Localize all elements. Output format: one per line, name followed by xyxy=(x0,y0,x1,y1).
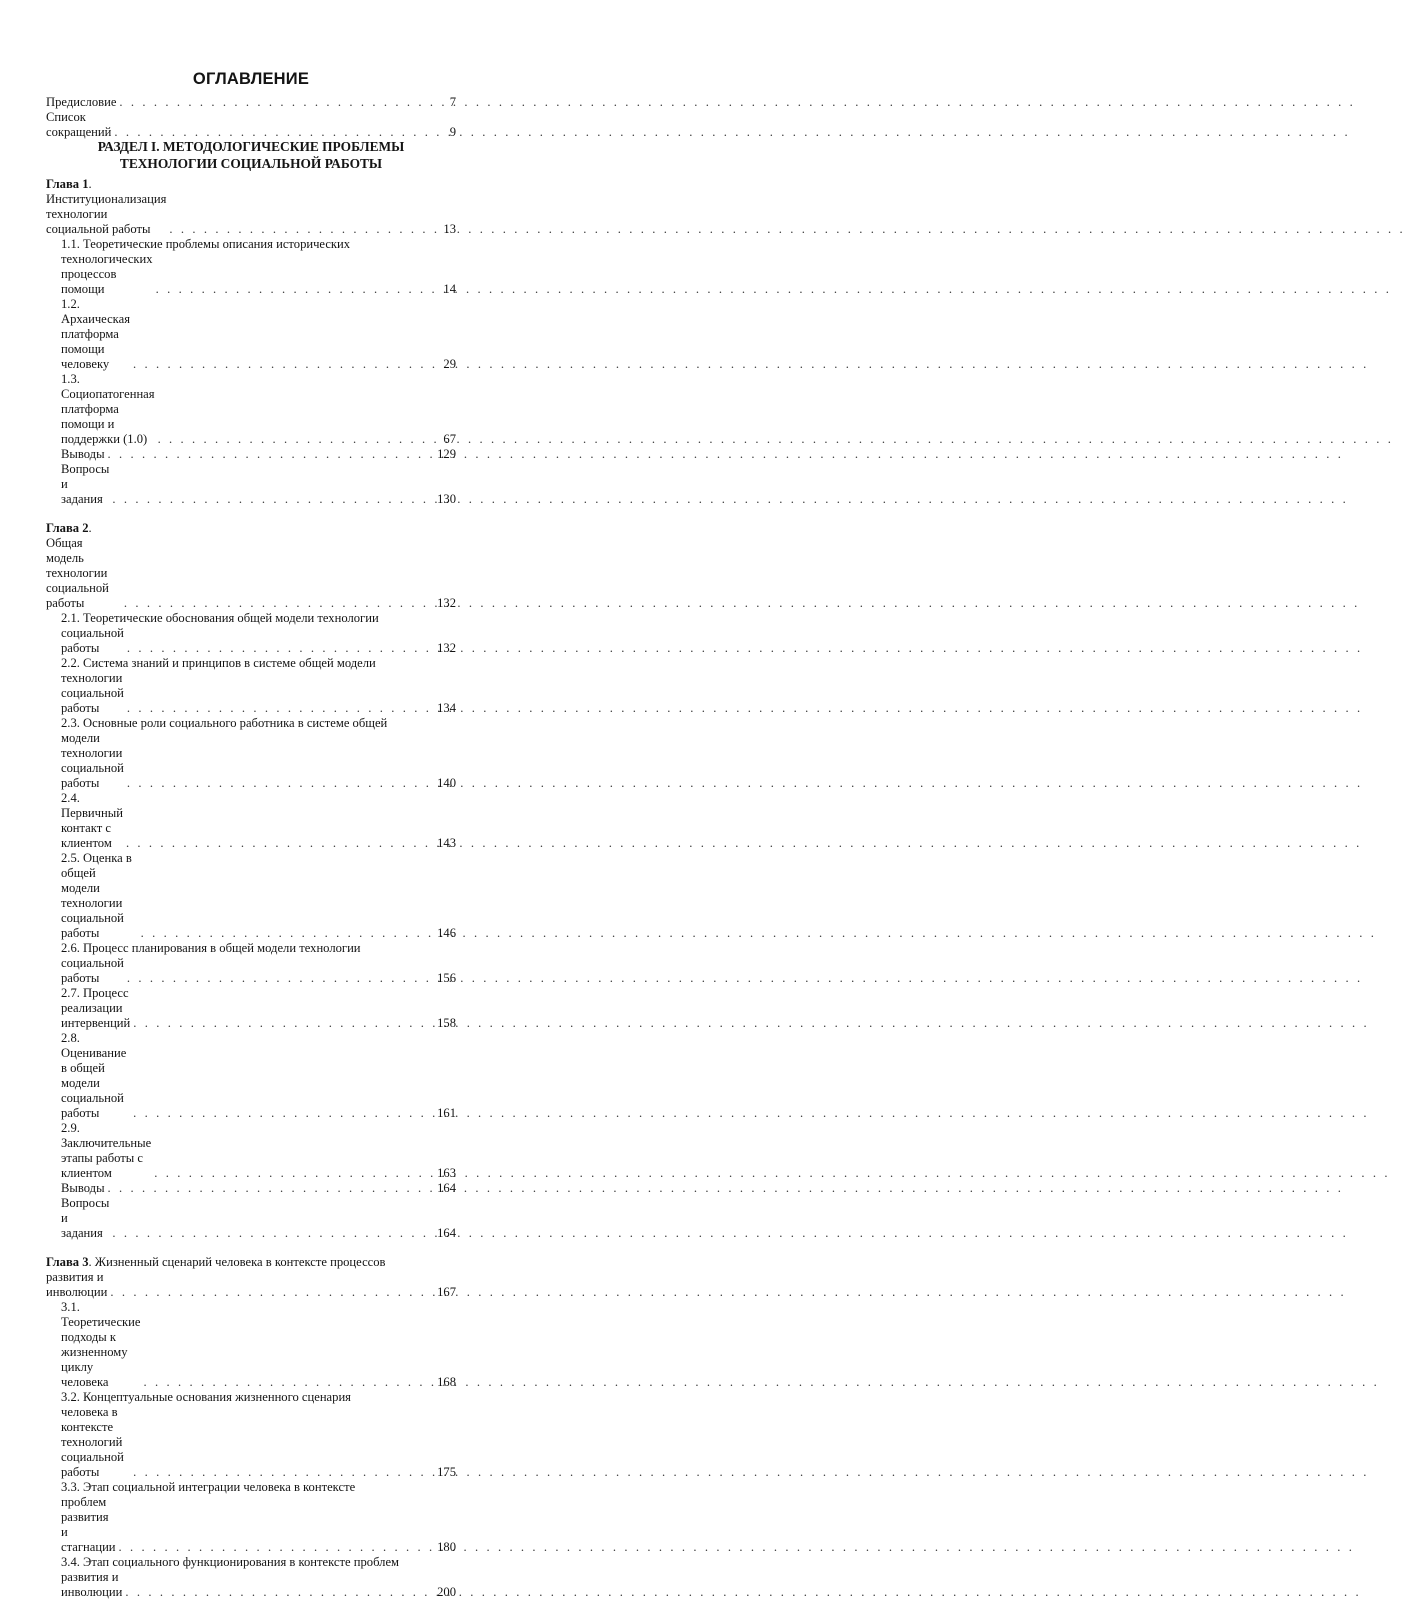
toc-entry-text: 3.1. Теоретические подходы к жизненному циклу человека xyxy=(61,1300,141,1389)
toc-entry-row xyxy=(61,372,456,447)
leader-dots xyxy=(112,1226,434,1241)
leader-dots xyxy=(125,1585,434,1600)
toc-entry-row xyxy=(61,462,456,507)
toc-entry-row xyxy=(46,177,456,237)
toc-page-number: 164 xyxy=(437,1226,456,1240)
toc-entry-subsection[interactable] xyxy=(46,237,456,297)
toc-entry-subsection[interactable] xyxy=(46,1031,456,1121)
leader-dots xyxy=(126,836,434,851)
toc-entry-subsection[interactable] xyxy=(46,611,456,656)
toc-page-number: 140 xyxy=(437,776,456,790)
toc-entry-row xyxy=(61,1031,456,1121)
front-matter xyxy=(46,95,456,140)
leader-dots xyxy=(119,1540,435,1555)
toc-entry-text-line: 2.2. Система знаний и принципов в системе общей модели xyxy=(61,656,376,670)
toc-entry-text: 1.3. Социопатогенная платформа помощи и поддержки (1.0) xyxy=(61,372,155,446)
toc-entry-text: 1.2. Архаическая платформа помощи человеку xyxy=(61,297,130,371)
toc-entry-subsection[interactable] xyxy=(46,941,456,986)
leader-dots xyxy=(144,1375,435,1390)
toc-entry-row xyxy=(61,791,456,851)
section-heading xyxy=(46,138,456,172)
chapter-title-line xyxy=(46,521,121,611)
toc-entry-subsection[interactable] xyxy=(46,1121,456,1181)
toc-page-number: 164 xyxy=(437,1181,456,1195)
toc-entry-subsection[interactable] xyxy=(46,1300,456,1390)
toc-entry-text: 2.8. Оценивание в общей модели социальной работы xyxy=(61,1031,127,1120)
toc-entry-row xyxy=(61,447,456,462)
toc-entry-subsection[interactable] xyxy=(46,1196,456,1241)
toc-entry-text: технологических процессов помощи xyxy=(61,252,153,296)
toc-entry-text: человека в контексте технологий социальной работы xyxy=(61,1405,124,1479)
toc-page-number: 146 xyxy=(437,926,456,940)
chapter-title-text: развития и инволюции xyxy=(46,1270,108,1299)
chapter-title-text: . Жизненный сценарий человека в контексте процессов xyxy=(88,1255,386,1269)
chapter-label: Глава 1 xyxy=(46,177,89,191)
toc-page-number: 14 xyxy=(443,282,456,296)
section-heading-line: ТЕХНОЛОГИИ СОЦИАЛЬНОЙ РАБОТЫ xyxy=(119,156,383,171)
chapter-title-line xyxy=(46,177,166,237)
toc-entry-chapter[interactable] xyxy=(46,1255,456,1300)
toc-entry-subsection[interactable] xyxy=(46,1390,456,1480)
toc-page-number: 7 xyxy=(449,95,456,109)
toc-entry-row xyxy=(61,851,456,941)
toc-entry-row xyxy=(61,1300,456,1390)
toc-page-number: 158 xyxy=(437,1016,456,1030)
toc-page-number: 134 xyxy=(437,701,456,715)
toc-entry-text-line: 3.3. Этап социальной интеграции человека в контексте xyxy=(61,1480,356,1494)
toc-entry-subsection[interactable] xyxy=(46,791,456,851)
leader-dots xyxy=(127,701,434,716)
leader-dots xyxy=(119,95,446,110)
toc-entry-subsection[interactable] xyxy=(46,447,456,462)
toc-entry-row xyxy=(46,521,456,611)
leader-dots xyxy=(141,926,434,941)
toc-entry-abbreviations[interactable] xyxy=(46,110,456,140)
chapter-label: Глава 3 xyxy=(46,1255,89,1269)
toc-page-number: 163 xyxy=(437,1166,456,1180)
toc-entry-text: модели технологии социальной работы xyxy=(61,731,124,790)
toc-entry-row xyxy=(61,956,456,986)
toc-entry-text: Вопросы и задания xyxy=(61,1196,110,1240)
chapter-label: Глава 2 xyxy=(46,521,89,535)
leader-dots xyxy=(158,432,441,447)
leader-dots xyxy=(112,492,434,507)
toc-entry-text-line: 3.2. Концептуальные основания жизненного сценария xyxy=(61,1390,351,1404)
leader-dots xyxy=(108,447,435,462)
leader-dots xyxy=(108,1181,435,1196)
toc-entry-subsection[interactable] xyxy=(46,1480,456,1555)
toc-entry-subsection[interactable] xyxy=(46,1181,456,1196)
toc-page-number: 13 xyxy=(443,222,456,236)
leader-dots xyxy=(124,596,434,611)
toc-entry-text: 2.7. Процесс реализации интервенций xyxy=(61,986,131,1030)
toc-entry-row xyxy=(46,1270,456,1300)
toc-entry-text: социальной работы xyxy=(61,956,124,985)
toc-page-number: 200 xyxy=(437,1585,456,1599)
toc-entry-preface[interactable] xyxy=(46,95,456,110)
toc-entry-row xyxy=(61,1181,456,1196)
leader-dots xyxy=(154,1166,434,1181)
toc-entry-text: Предисловие xyxy=(46,95,117,109)
toc-entry-text: Вопросы и задания xyxy=(61,462,110,506)
toc-entry-row xyxy=(61,731,456,791)
toc-page-number: 130 xyxy=(437,492,456,506)
chapter-title-text: . Общая модель технологии социальной работы xyxy=(46,521,109,610)
toc-page-number: 129 xyxy=(437,447,456,461)
toc-entry-chapter[interactable] xyxy=(46,521,456,611)
toc-page-number: 9 xyxy=(449,125,456,139)
toc-entry-row xyxy=(61,986,456,1031)
leader-dots xyxy=(133,357,440,372)
leader-dots xyxy=(127,776,434,791)
toc-entry-subsection[interactable] xyxy=(46,986,456,1031)
toc-entry-subsection[interactable] xyxy=(46,1555,456,1600)
toc-page-number: 180 xyxy=(437,1540,456,1554)
toc-page-number: 175 xyxy=(437,1465,456,1479)
toc-entry-text: 2.9. Заключительные этапы работы с клиентом xyxy=(61,1121,152,1180)
toc-entry-text: социальной работы xyxy=(61,626,124,655)
toc-entry-row xyxy=(61,626,456,656)
chapter-block xyxy=(46,521,456,1241)
toc-entry-subsection[interactable] xyxy=(46,372,456,447)
toc-page-number: 161 xyxy=(437,1106,456,1120)
chapter-title-line xyxy=(46,1255,456,1270)
chapter-block xyxy=(46,177,456,507)
toc-entry-row xyxy=(61,1121,456,1181)
toc-page-number: 132 xyxy=(437,641,456,655)
toc-entry-subsection[interactable] xyxy=(46,851,456,941)
page-title: ОГЛАВЛЕНИЕ xyxy=(192,70,310,88)
leader-dots xyxy=(133,1465,434,1480)
toc-page-number: 29 xyxy=(443,357,456,371)
toc-entry-text: Выводы xyxy=(61,447,105,461)
chapter-title-text: . Институционализация технологии социальной работы xyxy=(46,177,167,236)
leader-dots xyxy=(133,1016,434,1031)
toc-entry-row xyxy=(61,1405,456,1480)
toc-page-number: 168 xyxy=(437,1375,456,1389)
toc-entry-text: развития и инволюции xyxy=(61,1570,123,1599)
toc-entry-subsection[interactable] xyxy=(46,297,456,372)
toc-page-number: 167 xyxy=(437,1285,456,1299)
leader-dots xyxy=(127,641,434,656)
toc-entry-chapter[interactable] xyxy=(46,177,456,237)
toc-entry-row xyxy=(61,297,456,372)
leader-dots xyxy=(156,282,441,297)
chapter-list xyxy=(46,177,456,1614)
toc-entry-text: Список сокращений xyxy=(46,110,112,139)
toc-page-number: 67 xyxy=(443,432,456,446)
toc-entry-subsection[interactable] xyxy=(46,462,456,507)
leader-dots xyxy=(127,971,434,986)
leader-dots xyxy=(133,1106,434,1121)
toc-entry-row xyxy=(61,1570,456,1600)
chapter-block xyxy=(46,1255,456,1600)
toc-page-number: 132 xyxy=(437,596,456,610)
toc-entry-text-line: 1.1. Теоретические проблемы описания исторических xyxy=(61,237,351,251)
toc-page-number: 156 xyxy=(437,971,456,985)
leader-dots xyxy=(169,222,440,237)
toc-entry-text: проблем развития и стагнации xyxy=(61,1495,116,1554)
toc-entry-subsection[interactable] xyxy=(46,656,456,716)
toc-entry-row xyxy=(61,252,456,297)
leader-dots xyxy=(110,1285,434,1300)
toc-entry-row xyxy=(61,671,456,716)
toc-entry-row xyxy=(61,1196,456,1241)
toc-entry-text-line: 3.4. Этап социального функционирования в контексте проблем xyxy=(61,1555,400,1569)
toc-entry-text: 2.5. Оценка в общей модели технологии социальной работы xyxy=(61,851,132,940)
toc-entry-text-line: 2.3. Основные роли социального работника в системе общей xyxy=(61,716,388,730)
toc-entry-text: 2.4. Первичный контакт с клиентом xyxy=(61,791,123,850)
toc-entry-subsection[interactable] xyxy=(46,716,456,791)
toc-entry-text-line: 2.6. Процесс планирования в общей модели технологии xyxy=(61,941,361,955)
toc-entry-text: технологии социальной работы xyxy=(61,671,124,715)
toc-entry-text-line: 2.1. Теоретические обоснования общей модели технологии xyxy=(61,611,379,625)
toc-page-number: 143 xyxy=(437,836,456,850)
toc-entry-text: Выводы xyxy=(61,1181,105,1195)
section-heading-line: РАЗДЕЛ I. МЕТОДОЛОГИЧЕСКИЕ ПРОБЛЕМЫ xyxy=(97,139,405,154)
toc-entry-row xyxy=(61,1495,456,1555)
